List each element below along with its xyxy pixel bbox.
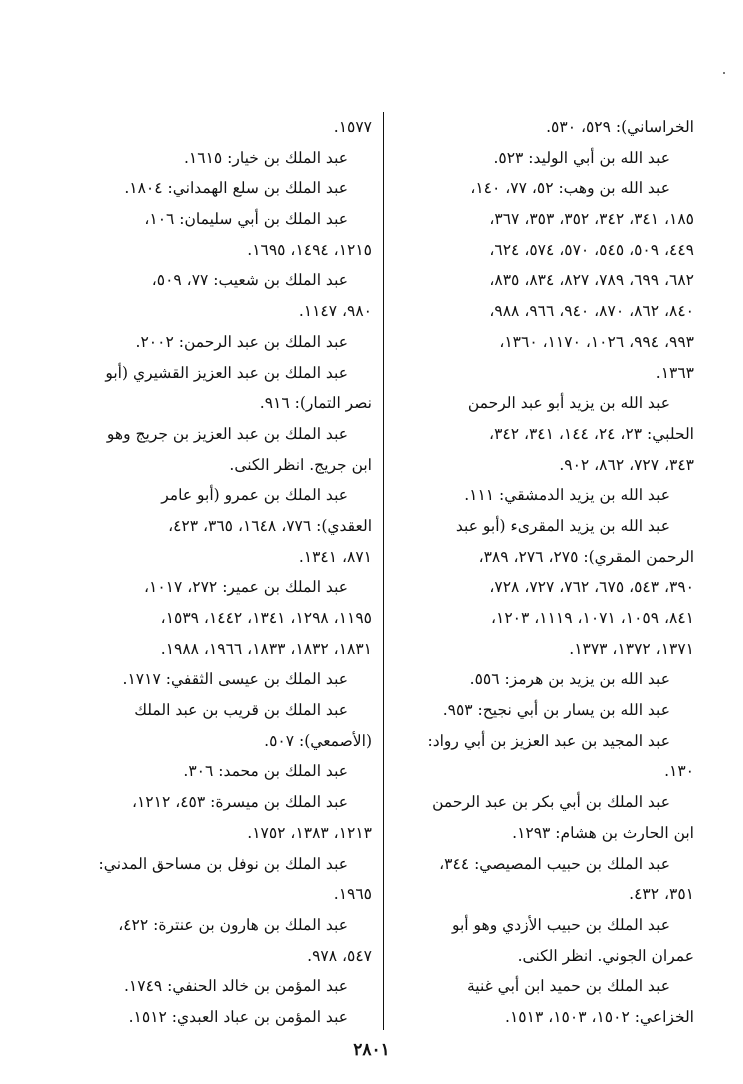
index-line: العقدي): ٧٧٦، ١٦٤٨، ٣٦٥، ٤٢٣، [168, 516, 372, 535]
index-line: عبد الله بن يزيد أبو عبد الرحمن [467, 394, 670, 413]
index-line: عبد المؤمن بن خالد الحنفي: ١٧٤٩. [123, 977, 348, 996]
index-line: ٣٩٠، ٥٤٣، ٦٧٥، ٧٦٢، ٧٢٧، ٧٢٨، [489, 578, 694, 597]
index-line: عبد الملك بن عيسى الثقفي: ١٧١٧. [122, 670, 348, 689]
index-line: عبد الملك بن عمرو (أبو عامر [161, 486, 348, 505]
scan-speck [723, 72, 725, 74]
index-line: ١٢١٥، ١٤٩٤، ١٦٩٥. [247, 240, 372, 259]
index-line: عبد الملك بن هارون بن عنترة: ٤٢٢، [118, 915, 348, 934]
index-line: عبد الملك بن حبيب المصيصي: ٣٤٤، [439, 854, 670, 873]
index-line: ٩٨٠، ١١٤٧. [298, 302, 372, 321]
index-line: عبد الله بن أبي الوليد: ٥٢٣. [493, 148, 670, 167]
index-line: ١٣٠. [664, 762, 694, 781]
index-line: عبد المجيد بن عبد العزيز بن أبي رواد: [427, 731, 670, 750]
index-column-right [394, 112, 694, 1033]
index-line: عبد الملك بن سلع الهمداني: ١٨٠٤. [124, 179, 348, 198]
index-line: (الأصمعي): ٥٠٧. [264, 731, 372, 750]
index-column-left [72, 112, 372, 1033]
index-line: عبد الله بن يسار بن أبي نجيح: ٩٥٣. [442, 701, 670, 720]
index-line: ١٩٦٥. [333, 885, 372, 904]
index-line: عبد الملك بن عمير: ٢٧٢، ١٠١٧، [144, 578, 348, 597]
index-line: ١٣٦٣. [655, 363, 694, 382]
index-line: ٨٤١، ١٠٥٩، ١٠٧١، ١١١٩، ١٢٠٣، [491, 609, 694, 627]
column-divider [383, 112, 384, 1030]
index-line: عبد الله بن يزيد الدمشقي: ١١١. [464, 486, 670, 505]
index-line: ١٣٧١، ١٣٧٢، ١٣٧٣. [569, 639, 694, 658]
index-line: ٨٤٠، ٨٦٢، ٨٧٠، ٩٤٠، ٩٦٦، ٩٨٨، [489, 302, 694, 321]
index-line: الخراساني): ٥٢٩، ٥٣٠. [546, 118, 694, 136]
index-line: نصر التمار): ٩١٦. [259, 394, 372, 413]
index-line: عبد الملك بن قريب بن عبد الملك [134, 701, 348, 720]
index-line: عبد الملك بن عبد العزيز القشيري (أبو [105, 363, 348, 382]
index-line: ٣٥١، ٤٣٢. [629, 885, 694, 904]
index-line: ابن الحارث بن هشام: ١٢٩٣. [512, 823, 694, 842]
index-line: ٣٤٣، ٧٢٧، ٨٦٢، ٩٠٢. [559, 455, 694, 474]
index-line: عبد الملك بن حبيب الأزدي وهو أبو [451, 915, 670, 934]
index-line: ١٨٥، ٣٤١، ٣٤٢، ٣٥٢، ٣٥٣، ٣٦٧، [489, 210, 694, 229]
index-line: عبد الملك بن أبي سليمان: ١٠٦، [144, 210, 348, 229]
index-line: الخزاعي: ١٥٠٢، ١٥٠٣، ١٥١٣. [505, 1007, 694, 1026]
page-number: ٢٨٠١ [353, 1040, 390, 1060]
index-line: عبد الملك بن شعيب: ٧٧، ٥٠٩، [151, 271, 348, 290]
index-line: عبد الله بن يزيد المقرىء (أبو عبد [455, 516, 670, 535]
index-line: ٦٨٢، ٦٩٩، ٧٨٩، ٨٢٧، ٨٣٤، ٨٣٥، [489, 271, 694, 290]
index-line: ٨٧١، ١٣٤١. [298, 547, 372, 566]
index-line: عبد الملك بن ميسرة: ٤٥٣، ١٢١٢، [131, 793, 348, 812]
index-line: الرحمن المقري): ٢٧٥، ٢٧٦، ٣٨٩، [478, 547, 694, 566]
index-line: ١٢١٣، ١٣٨٣، ١٧٥٢. [247, 823, 372, 842]
index-line: ٥٤٧، ٩٧٨. [307, 946, 372, 965]
index-line: ابن جريج. انظر الكنى. [229, 455, 372, 474]
index-line: ١١٩٥، ١٢٩٨، ١٣٤١، ١٤٤٢، ١٥٣٩، [160, 609, 372, 627]
index-line: ١٥٧٧. [333, 118, 372, 136]
index-line: عبد الملك بن أبي بكر بن عبد الرحمن [432, 793, 670, 812]
index-line: ٤٤٩، ٥٠٩، ٥٤٥، ٥٧٠، ٥٧٤، ٦٢٤، [489, 240, 694, 259]
index-line: عبد الملك بن حميد ابن أبي غنية [466, 977, 670, 996]
index-line: عبد المؤمن بن عباد العبدي: ١٥١٢. [128, 1007, 348, 1026]
index-line: عمران الجوني. انظر الكنى. [517, 946, 694, 965]
index-line: عبد الله بن وهب: ٥٢، ٧٧، ١٤٠، [470, 179, 670, 198]
index-line: عبد الملك بن خيار: ١٦١٥. [183, 148, 348, 167]
index-line: عبد الله بن يزيد بن هرمز: ٥٥٦. [469, 670, 670, 689]
index-line: ١٨٣١، ١٨٣٢، ١٨٣٣، ١٩٦٦، ١٩٨٨. [160, 639, 372, 658]
index-line: عبد الملك بن عبد الرحمن: ٢٠٠٢. [135, 332, 348, 351]
index-line: الحلبي: ٢٣، ٢٤، ١٤٤، ٣٤١، ٣٤٢، [489, 424, 694, 443]
index-line: عبد الملك بن عبد العزيز بن جريج وهو [106, 424, 348, 443]
index-line: عبد الملك بن محمد: ٣٠٦. [183, 762, 348, 781]
index-line: ٩٩٣، ٩٩٤، ١٠٢٦، ١١٧٠، ١٣٦٠، [499, 332, 694, 351]
index-line: عبد الملك بن نوفل بن مساحق المدني: [98, 854, 348, 873]
